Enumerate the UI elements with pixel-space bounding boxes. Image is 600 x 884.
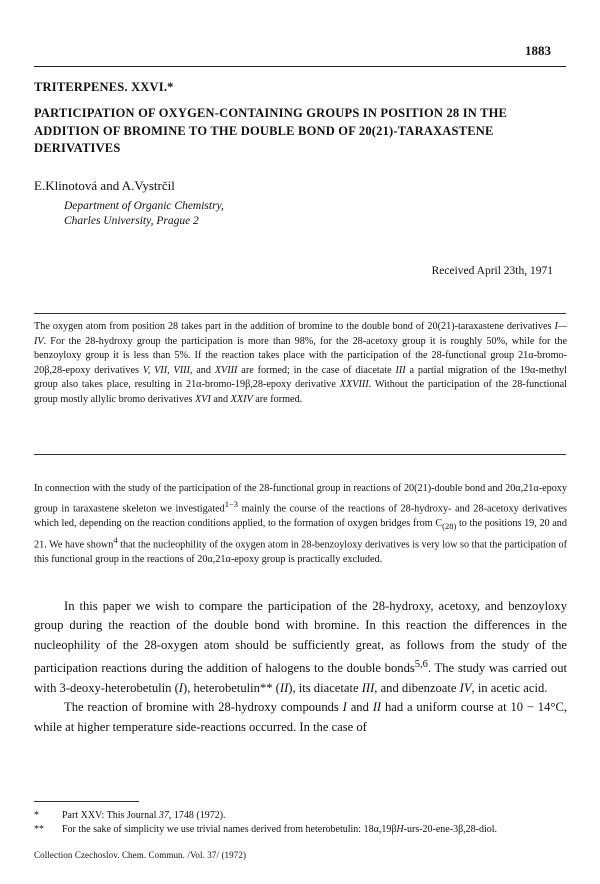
affiliation — [64, 199, 224, 229]
footnote-rule — [34, 801, 139, 802]
abstract: The oxygen atom from position 28 takes part in the addition of bromine to the double bond of 20(21)-taraxastene derivatives I—IV. For the 28-hydroxy group the participation is more than 98%, for the 28-acetoxy group it is roughly 50%, while for the benzoyloxy group it is less than 5%. If the reaction takes place with the participation of the 28-functional group 21α-bromo-20β,28-epoxy derivatives V, VII, VIII, and XVIII are formed; in the case of diacetate III a partial migration of the 19α-methyl group also takes place, resulting in 21α-bromo-19β,28-epoxy derivative XXVIII. Without the participation of the 28-functional group mostly allylic bromo derivatives XVI and XXIV are formed. — [34, 321, 567, 405]
page-number: 1883 — [525, 43, 551, 58]
affiliation-line-1: Department of Organic Chemistry, — [64, 200, 224, 212]
footnotes — [34, 809, 567, 837]
main-text — [34, 597, 567, 737]
header-rule — [34, 66, 566, 67]
footnote-1: * Part XXV: This Journal 37, 1748 (1972). — [34, 810, 226, 821]
footnote-2: ** For the sake of simplicity we use trivial names derived from heterobetulin: 18α,19βH-urs-20-ene-3β,28-diol. — [34, 824, 498, 835]
paragraph-2: The reaction of bromine with 28-hydroxy compounds I and II had a uniform course at 10 − 14°C, while at higher temperature side-reactions occurred. In the case of — [34, 700, 567, 734]
paragraph-1: In this paper we wish to compare the participation of the 28-hydroxy, acetoxy, and benzoyloxy group during the reaction of the double bond with bromine. In this reaction the differences in the nucleophility of the 28-oxygen atom should be sufficiently great, as follows from the study of the participation reactions during the addition of halogens to the double bonds$^{5,6}$. The study was carried out with 3-deoxy-heterobetulin (I), heterobetulin** (II), its diacetate III, and dibenzoate IV, in acetic acid. — [34, 599, 567, 695]
affiliation-line-2: Charles University, Prague 2 — [64, 215, 199, 227]
introduction: In connection with the study of the participation of the 28-functional group in reactions of 20(21)-double bond and 20α,21α-epoxy group in taraxastene skeleton we investigated$^{1-3}$ mainly the course of the reactions of 28-hydroxy- and 28-acetoxy derivatives which led, depending on the reaction conditions applied, to the formation of oxygen bridges from $C_{(28)}$ to the positions 19, 20 and 21. We have shown$^4$ that the nucleophility of the oxygen atom in 28-benzoyloxy derivatives is very low so that the participation of this functional group in the reactions of 20α,21α-epoxy group is practically excluded. — [34, 483, 568, 566]
abstract-bottom-rule — [34, 454, 566, 455]
journal-footer: Collection Czechoslov. Chem. Commun. /Vol. 37/ (1972) — [34, 850, 247, 860]
series-title: TRITERPENES. XXVI.* — [34, 80, 174, 94]
abstract-top-rule — [34, 313, 566, 314]
received-date: Received April 23th, 1971 — [431, 265, 553, 277]
article-title: PARTICIPATION OF OXYGEN-CONTAINING GROUPS IN POSITION 28 IN THE ADDITION OF BROMINE TO THE DOUBLE BOND OF 20(21)-TARAXASTENE DERIVATIVES — [34, 106, 508, 155]
authors: E.Klinotová and A.Vystrčil — [34, 178, 175, 193]
